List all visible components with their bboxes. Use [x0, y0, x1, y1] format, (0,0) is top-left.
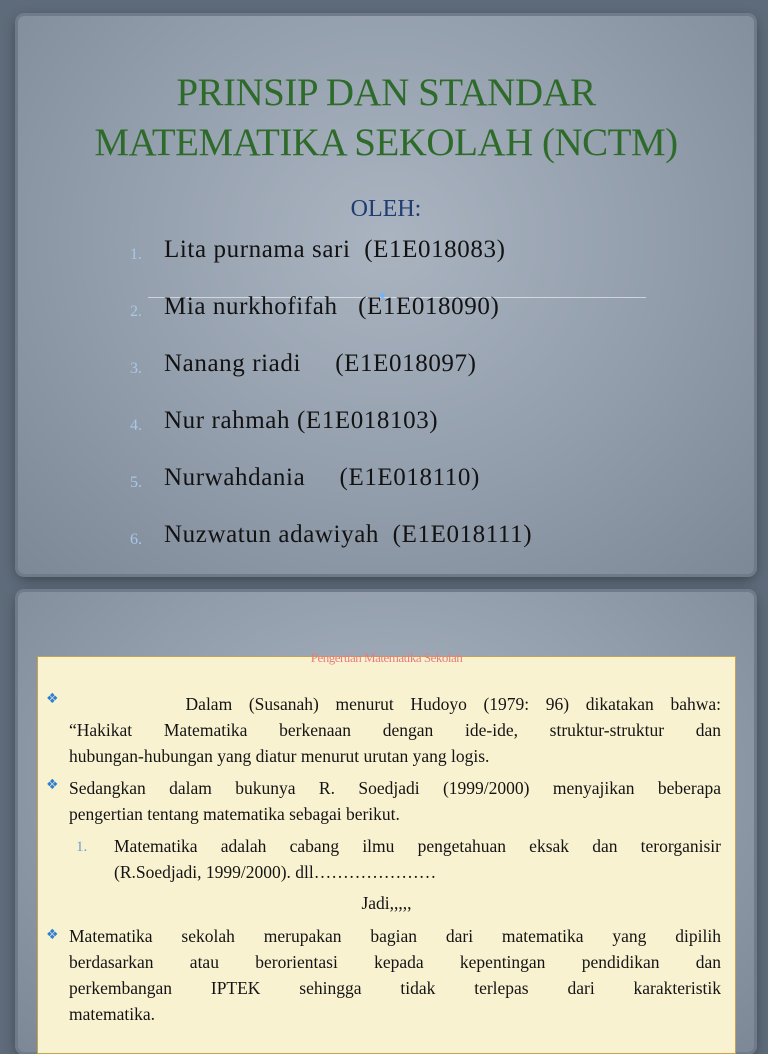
member-item [118, 236, 638, 276]
content-box [37, 650, 736, 1054]
member-item [118, 350, 638, 390]
member-number: 2. [130, 303, 142, 320]
slide-title [18, 16, 754, 574]
member-name: Lita purnama sari (E1E018083) [164, 236, 506, 263]
member-number: 3. [130, 360, 142, 377]
paragraph-line: pengertian tentang matematika sebagai berikut. [69, 804, 400, 824]
member-number: 5. [130, 474, 142, 491]
slide-title-text [18, 68, 754, 168]
sub-line: Matematika adalah cabang ilmu pengetahuan eksak dan terorganisir [114, 836, 721, 856]
paragraph-line: berdasarkan atau berorientasi kepada kepentingan pendidikan dan [69, 952, 721, 972]
paragraph-line: Matematika sekolah merupakan bagian dari matematika yang dipilih [69, 926, 721, 946]
member-item [118, 464, 638, 504]
paragraph-line: perkembangan IPTEK sehingga tidak terlepas dari karakteristik [69, 978, 721, 998]
title-line-2: MATEMATIKA SEKOLAH (NCTM) [94, 121, 678, 164]
slide-content [18, 592, 754, 1052]
member-name: Nurwahdania (E1E018110) [164, 464, 480, 491]
member-number: 1. [130, 246, 142, 263]
member-item [118, 407, 638, 447]
paragraph-line: Sedangkan dalam bukunya R. Soedjadi (1999/2000) menyajikan beberapa [69, 778, 721, 798]
member-name: Mia nurkhofifah (E1E018090) [164, 293, 500, 320]
member-name: Nanang riadi (E1E018097) [164, 350, 477, 377]
member-item [118, 293, 638, 333]
diamond-bullet-icon: ❖ [46, 691, 59, 707]
sub-list-number: 1. [76, 839, 88, 855]
member-name: Nur rahmah (E1E018103) [164, 407, 439, 434]
diamond-bullet-icon: ❖ [46, 927, 59, 943]
paragraph-line: matematika. [69, 1004, 156, 1024]
sub-paragraph [114, 833, 721, 885]
sub-line: (R.Soedjadi, 1999/2000). dll………………… [114, 862, 437, 882]
conclusion-label: Jadi,,,,, [361, 893, 412, 913]
member-name: Nuzwatun adawiyah (E1E018111) [164, 521, 533, 548]
title-line-1: PRINSIP DAN STANDAR [176, 71, 596, 114]
member-number: 6. [130, 531, 142, 548]
author-heading: OLEH: [350, 196, 422, 222]
member-number: 4. [130, 417, 142, 434]
content-heading: Pengertian Matematika Sekolah [310, 650, 463, 665]
diamond-bullet-icon: ❖ [46, 777, 59, 793]
paragraph-line: Dalam (Susanah) menurut Hudoyo (1979: 96) dikatakan bahwa: [69, 694, 721, 714]
paragraph-line: “Hakikat Matematika berkenaan dengan ide-ide, struktur-struktur dan [69, 720, 721, 740]
member-item [118, 521, 638, 561]
paragraph-line: hubungan-hubungan yang diatur menurut urutan yang logis. [69, 746, 490, 766]
